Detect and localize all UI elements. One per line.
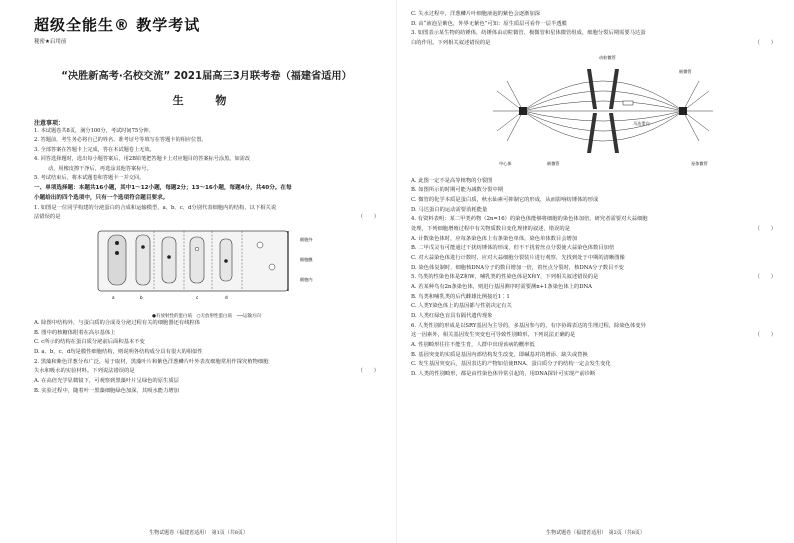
fig3-label-astral-mt: 星体微管: [691, 160, 708, 166]
q3-option-d: D. 马达蛋白的运动需要消耗能量: [411, 206, 488, 213]
q1-option-b: B. 图中的核糖体附着在高尔基体上: [34, 329, 116, 336]
note-item: 5. 考试结束后，将本试题卷和答题卡一并交回。: [34, 175, 145, 182]
q1-option-d: D. a、b、c、d均是膜性细胞结构，则说明各结构成分具有很大的相似性: [34, 348, 203, 355]
spindle-figure: [483, 51, 723, 171]
section-heading: 一、单项选择题：本题共16小题，其中1～12小题，每题2分；13～16小题，每题4分，共40分。在每: [34, 185, 292, 192]
q4-option-c: C. 对大蒜染色体进行计数时，应对大蒜细胞分裂装片进行观察，先找到处于中期的清晰图像: [411, 255, 625, 261]
question-2: [34, 358, 379, 377]
notes-heading: 注意事项：: [34, 120, 65, 127]
section-heading-2: 小题给出的四个选项中，只有一个选项符合题目要求。: [34, 195, 169, 202]
q4-option-d: D. 染色体复制时，细胞核DNA分子的数目增加一倍，着丝点分裂时，核DNA分子数目不变: [411, 264, 624, 271]
note-item: 3. 全部答案在答题卡上完成，答在本试题卷上无效。: [34, 146, 155, 153]
question-4: [411, 215, 776, 234]
q5-option-b: B. 鸟类和哺乳类的后代雌雄比例接近1∶1: [411, 293, 510, 300]
q2-option-d: D. 由“液泡呈紫色，外界无紫色”可知：原生质层可看作一层半透膜: [411, 20, 567, 27]
question-5-line: 5. 鸟类的性染色体是Z和W，哺乳类的性染色体是X和Y，下列相关叙述错误的是: [411, 274, 599, 281]
fig1-label-d: d: [225, 294, 228, 300]
q6-option-b: B. 基因突变的实质是基因内部结构发生改变，即碱基对的增添、缺失或替换: [411, 351, 588, 358]
answer-blank: （ ）: [754, 40, 776, 46]
q1-option-c: C. c所示的结构在蛋白质分泌前后面积基本不变: [34, 339, 145, 346]
fig3-label-centrosome: 中心体: [499, 160, 512, 166]
exam-title: “决胜新高考·名校交流” 2021届高三3月联考卷（福建省适用）: [61, 71, 352, 82]
question-1-line: 1. 如图是一位同学构建的分泌蛋白的合成和运输模型，a、b、c、d分别代表细胞内的结构，以下相关说: [34, 204, 277, 211]
note-item: 动，用橡皮擦干净后，再选涂其他答案标号。: [48, 165, 152, 172]
question-4-line: 4. 有资料表明：某二甲类药物（2n=16）的染色体能够将细胞的染色体加倍，研究者需要对大蒜细胞: [411, 216, 648, 223]
q6-option-c: C. 发生基因突变后，基因表达的产物如信使RNA、蛋白质分子的结构一定会发生变化: [411, 361, 611, 368]
fig1-caption: ●有放射性的蛋白质 ○无放射性蛋白质 ⟶运输方向: [152, 313, 261, 319]
q6-option-a: A. 性别畸形往往不能生育，人群中出现该病的概率低: [411, 342, 535, 348]
q3-option-a: A. 此图一定不是高等植物的分裂图: [411, 177, 493, 184]
q2-option-b: B. 实验过程中，随着叶一黑藻细胞绿色加深，其吸水能力增加: [34, 387, 179, 394]
q3-option-c: C. 微管的化学本质是蛋白质，秋水仙素可抑制它的形成，从而影响纺锤体的形成: [411, 197, 599, 203]
secretion-model-figure: [92, 227, 332, 307]
question-6-line: 6. 人类性别的形成是以SRY基因为主导的，多基因参与的，有序协调表达的生理过程，除染色体变异: [411, 322, 646, 329]
fig1-label-outside: 细胞外: [300, 236, 313, 242]
q2-option-c: C. 失水过程中，洋葱鳞片叶细胞液泡的紫色会逐渐加深: [411, 11, 541, 17]
q5-option-c: C. 人类Y染色体上的基因都与性别决定有关: [411, 303, 512, 310]
q6-option-d: D. 人类的性别畸形，都是由性染色体异常引起的，用DNA探针可实现产前诊断: [411, 371, 596, 378]
fig1-label-a: a: [112, 294, 115, 300]
question-6-line: 这一因素外，相关基因发生突变也可导致性别畸形。下列说法正确的是: [411, 332, 576, 339]
answer-blank: （ ）: [754, 332, 776, 339]
page-footer: 生物试题卷（福建省适用） 第1页（共8页）: [149, 530, 248, 536]
fig1-label-inside: 细胞内: [300, 276, 313, 282]
fig1-label-c: c: [196, 294, 199, 300]
fig3-label-kinetochore-mt: 动粒微管: [599, 54, 616, 60]
question-3-line: 白的作用。下列相关叙述错误的是: [411, 40, 491, 46]
q4-option-a: A. 计数染色体时，应每条染色体上有条染色单体，染色单体数目会增加: [411, 235, 578, 242]
q5-option-a: A. 若某种鸟有2n条染色体，则进行基因测序时需要测n+1条染色体上的DNA: [411, 284, 592, 290]
question-3: [411, 29, 776, 48]
fig1-label-membrane: 细胞膜: [300, 256, 313, 262]
question-5: [411, 273, 776, 283]
note-item: 1. 本试题卷共8页，满分100分，考试时间75分钟。: [34, 128, 154, 134]
note-item: 2. 答题前，考生务必将自己的姓名、准考证号等填写在答题卡的相应位置。: [34, 137, 207, 144]
question-1-line: 法错误的是: [34, 214, 61, 221]
answer-blank: （ ）: [357, 368, 379, 375]
secret-label: 秘密★启用前: [34, 39, 67, 45]
answer-blank: （ ）: [357, 214, 379, 221]
question-3-line: 3. 如图表示某生物的纺锤体，纺锤体由动粒微管、极微管和星体微管组成，细胞分裂后期需要马达蛋: [411, 30, 646, 37]
q4-option-b: B. 二甲戊灵有可能通过干扰纺锤体的形成，但不干扰着丝点分裂使大蒜染色体数目加倍: [411, 245, 615, 252]
question-6: [411, 322, 776, 341]
fig3-label-motor-protein: 马达蛋白: [633, 120, 650, 126]
q5-option-d: D. 人类红绿色盲具有隔代遗传现象: [411, 313, 493, 320]
page-footer: 生物试题卷（福建省适用） 第2页（共8页）: [546, 530, 645, 536]
q2-option-a: A. 在高倍光学显微镜下，可观察到黑藻叶片呈绿色的原生质层: [34, 377, 179, 384]
page-2: [397, 0, 794, 543]
question-4-line: 处理，下列细胞增殖过程中有关物质数目变化规律的叙述，错误的是: [411, 226, 570, 232]
fig3-label-polar-mt-2: 极微管: [547, 160, 560, 166]
question-2-line: 2. 黑藻和紫色洋葱分布广泛，易于取材，黑藻叶片和紫色洋葱鳞片叶外表皮细胞常用作探究植物细胞: [34, 358, 269, 365]
q1-option-a: A. 除图中结构外，与蛋白质的合成及分泌过程有关的细胞器还有线粒体: [34, 319, 201, 326]
fig3-label-polar-mt: 极微管: [679, 68, 692, 74]
note-item: 4. 回答选择题时，选出每小题答案后，用2B铅笔把答题卡上对应题目的答案标号涂黑。如需改: [34, 156, 251, 163]
subject-title: 生 物: [172, 94, 241, 107]
answer-blank: （ ）: [754, 274, 776, 281]
fig1-label-b: b: [140, 294, 143, 300]
notes-list: [34, 127, 379, 183]
answer-blank: （ ）: [754, 226, 776, 232]
question-1: [34, 204, 379, 223]
q3-option-b: B. 如图所示的时期可能为减数分裂中期: [411, 187, 504, 194]
brand-logo: 超级全能生® 教学考试: [34, 16, 201, 34]
question-2-line: 失水和吸水的实验材料。下列说法错误的是: [34, 368, 135, 375]
